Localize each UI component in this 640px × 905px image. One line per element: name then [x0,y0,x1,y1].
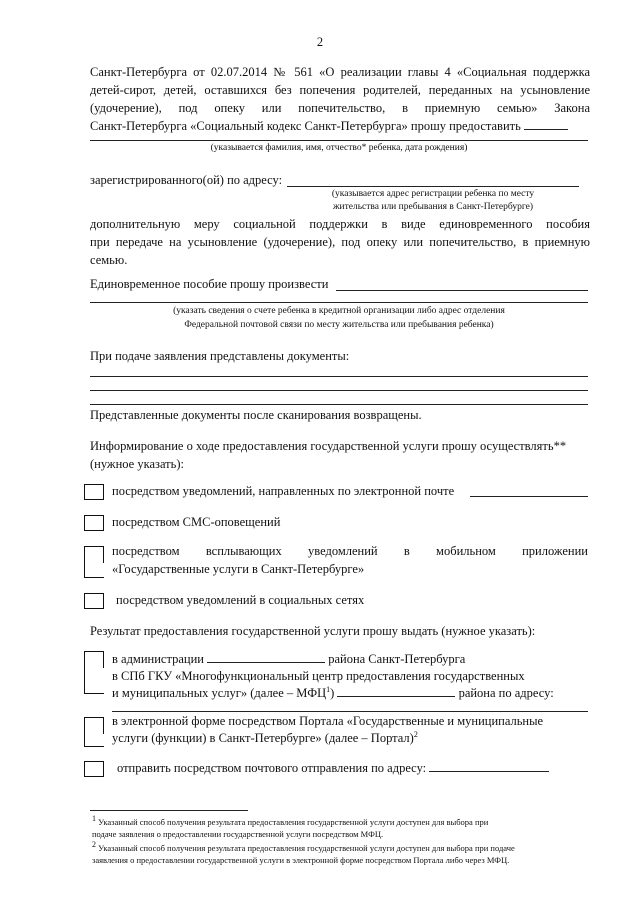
footnote-2-line-1 [92,842,515,854]
sms-checkbox[interactable] [84,515,104,531]
sms-option-label: посредством СМС-оповещений [112,515,281,529]
support-line-1: дополнительную меру социальной поддержки в виде единовременного пособия [90,217,590,231]
post-checkbox[interactable] [84,761,104,777]
intro-line-1: Санкт-Петербурга от 02.07.2014 № 561 «О реализации главы 4 «Социальная поддержка [90,65,590,79]
footnote-2-line-2: заявления о предоставлении государственной услуги в электронной форме посредством Портала либо через МФЦ. [92,855,510,865]
mfc-suffix: района по адресу: [458,686,554,700]
post-label: отправить посредством почтового отправления по адресу: [117,761,427,775]
app-option-label-1: посредством всплывающих уведомлений в мобильном приложении [112,544,588,558]
email-option-label: посредством уведомлений, направленных по электронной почте [112,484,455,498]
portal-line-2-text: услуги (функции) в Санкт-Петербурге» (далее – Портал) [112,731,414,745]
documents-line-2[interactable] [90,390,588,391]
informing-line-1: Информирование о ходе предоставления государственной услуги прошу осуществлять** [90,439,567,453]
email-fill-line[interactable] [470,496,588,497]
post-fill-line[interactable] [429,771,549,772]
documents-line-1[interactable] [90,376,588,377]
mfc-footnote-ref: 1 [326,684,331,694]
app-option-label-2: «Государственные услуги в Санкт-Петербурге» [112,562,365,576]
mfc-line-1: в СПб ГКУ «Многофункциональный центр предоставления государственных [112,669,525,683]
intro-fill-line[interactable] [524,129,568,130]
post-line [117,760,549,778]
footnote-2-number: 2 [92,840,96,850]
intro-line-3: (удочерение), под опеку или попечительство, в приемную семью» Закона [90,101,590,115]
footnote-1-number: 1 [92,814,96,824]
app-checkbox[interactable] [84,546,104,578]
payment-label: Единовременное пособие прошу произвести [90,277,329,291]
intro-line-2: детей-сирот, детей, оставшихся без попечения родителей, переданных на усыновление [90,83,590,97]
footnote-separator [90,810,248,811]
mfc-fill-line[interactable] [337,696,455,697]
result-label: Результат предоставления государственной услуги прошу выдать (нужное указать): [90,624,536,638]
mfc-line-2 [112,685,554,703]
email-checkbox[interactable] [84,484,104,500]
portal-line-1: в электронной форме посредством Портала «Государственные и муниципальные [112,714,544,728]
footnote-1-text: Указанный способ получения результата предоставления государственной услуги доступен для выбора при [98,817,489,827]
admin-line [112,651,465,669]
documents-label: При подаче заявления представлены документы: [90,349,350,363]
social-option-label: посредством уведомлений в социальных сетях [116,593,365,607]
child-name-line[interactable] [90,140,588,141]
mfc-close: ) [330,686,335,700]
address-line[interactable] [287,186,579,187]
child-name-hint: (указывается фамилия, имя, отчество* ребенка, дата рождения) [210,143,468,153]
address-hint-2: жительства или пребывания в Санкт-Петербурге) [332,202,534,212]
portal-footnote-ref: 2 [413,729,418,739]
admin-prefix: в администрации [112,652,204,666]
page-number: 2 [316,35,324,49]
mfc-line-2-text: и муниципальных услуг» (далее – МФЦ [112,686,327,700]
footnote-1-line-1 [92,816,488,828]
payment-line[interactable] [90,302,588,303]
admin-fill-line[interactable] [207,662,325,663]
portal-line-2 [112,730,418,748]
mfc-address-line[interactable] [112,711,588,712]
address-hint-1: (указывается адрес регистрации ребенка по месту [331,189,535,199]
intro-line-4 [90,118,568,136]
documents-returned: Представленные документы после сканирования возвращены. [90,408,422,422]
address-label: зарегистрированного(ой) по адресу: [90,173,283,187]
informing-line-2: (нужное указать): [90,457,184,471]
support-line-3: семью. [90,253,128,267]
intro-line-4-text: Санкт-Петербурга «Социальный кодекс Санкт-Петербурга» прошу предоставить [90,119,521,133]
payment-hint-1: (указать сведения о счете ребенка в кредитной организации либо адрес отделения [173,306,505,316]
mfc-checkbox[interactable] [84,651,104,694]
payment-hint-2: Федеральной почтовой связи по месту жительства или пребывания ребенка) [184,320,494,330]
social-checkbox[interactable] [84,593,104,609]
support-line-2: при передаче на усыновление (удочерение), под опеку или попечительство, в приемную [90,235,590,249]
payment-fill-line[interactable] [336,290,588,291]
footnote-1-line-2: подаче заявления о предоставлении государственной услуги посредством МФЦ. [92,829,384,839]
portal-checkbox[interactable] [84,717,104,747]
admin-suffix: района Санкт-Петербурга [328,652,466,666]
documents-line-3[interactable] [90,404,588,405]
footnote-2-text: Указанный способ получения результата предоставления государственной услуги доступен для выбора при подаче [98,843,515,853]
